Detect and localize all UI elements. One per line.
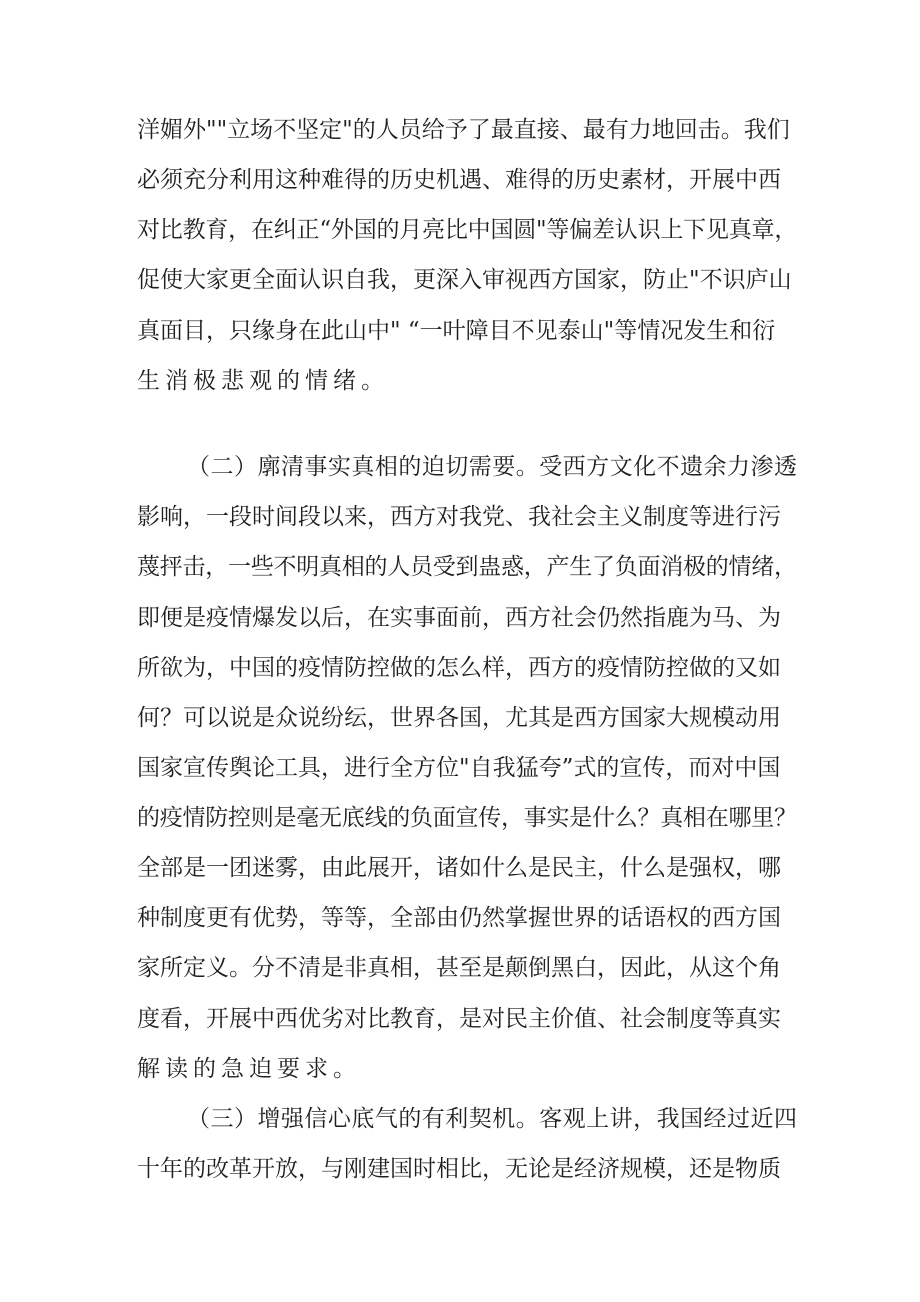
text-line: 全部是一团迷雾，由此展开，诸如什么是民主，什么是强权，哪 (137, 855, 781, 881)
text-line: 所欲为，中国的疫情防控做的怎么样，西方的疫情防控做的又如 (137, 655, 781, 681)
paragraph-heading-line: （二）廓清事实真相的迫切需要。受西方文化不遗余力渗透 (187, 454, 798, 480)
text-line: 度看，开展中西优劣对比教育，是对民主价值、社会制度等真实 (137, 1006, 781, 1032)
text-line: 蔑抨击，一些不明真相的人员受到蛊惑，产生了负面消极的情绪， (137, 554, 797, 580)
text-line: 对比教育，在纠正“外国的月亮比中国圆"等偏差认识上下见真章， (137, 217, 798, 243)
text-line: 生消极悲观的情绪。 (137, 368, 389, 394)
text-line: 真面目，只缘身在此山中" “一叶障目不见泰山"等情况发生和衍 (137, 318, 776, 344)
text-line: 洋媚外""立场不坚定"的人员给予了最直接、最有力地回击。我们 (137, 117, 790, 143)
text-line: 影响，一段时间段以来，西方对我党、我社会主义制度等进行污 (137, 504, 781, 530)
text-line: 必须充分利用这种难得的历史机遇、难得的历史素材，开展中西 (137, 167, 781, 193)
text-line: 十年的改革开放，与刚建国时相比，无论是经济规模，还是物质 (137, 1156, 781, 1182)
text-line: 家所定义。分不清是非真相，甚至是颠倒黑白，因此，从这个角 (137, 955, 781, 981)
paragraph-heading-line: （三）增强信心底气的有利契机。客观上讲，我国经过近四 (187, 1106, 798, 1132)
text-line: 解读的急迫要求。 (137, 1056, 361, 1082)
text-line: 即便是疫情爆发以后，在实事面前，西方社会仍然指鹿为马、为 (137, 605, 781, 631)
text-line: 促使大家更全面认识自我，更深入审视西方国家，防止"不识庐山 (137, 267, 792, 293)
text-line: 种制度更有优势，等等，全部由仍然掌握世界的话语权的西方国 (137, 905, 781, 931)
text-line: 国家宣传舆论工具，进行全方位"自我猛夸”式的宣传，而对中国 (137, 755, 781, 781)
text-line: 何？可以说是众说纷纭，世界各国，尤其是西方国家大规模动用 (137, 705, 781, 731)
text-line: 的疫情防控则是毫无底线的负面宣传，事实是什么？真相在哪里？ (137, 805, 797, 831)
